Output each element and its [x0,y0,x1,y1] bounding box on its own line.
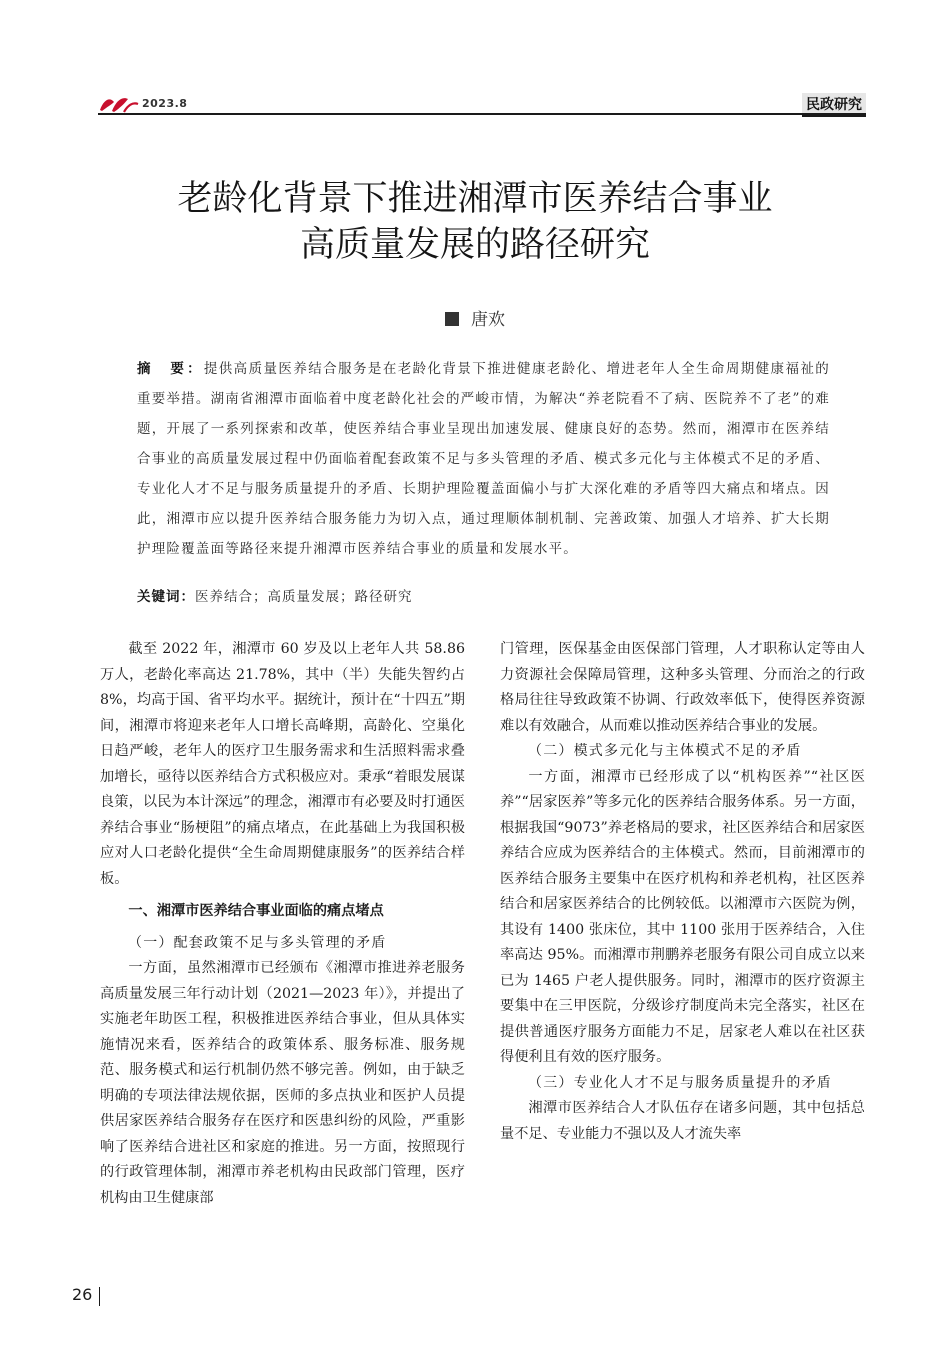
body-column-right [500,637,865,1147]
keywords-label: 关键词： [137,589,195,605]
subsection-heading: （三）专业化人才不足与服务质量提升的矛盾 [528,1074,832,1091]
keywords [137,585,830,609]
abstract-text: 提供高质量医养结合服务是在老龄化背景下推进健康老龄化、增进老年人全生命周期健康福祉的重要举措。湖南省湘潭市面临着中度老龄化社会的严峻市情，为解决“养老院看不了病、医院养不了老”的难题，开展了一系列探索和改革，使医养结合事业呈现出加速发展、健康良好的态势。然而，湘潭市在医养结合事业的高质量发展过程中仍面临着配套政策不足与多头管理的矛盾、模式多元化与主体模式不足的矛盾、专业化人才不足与服务质量提升的矛盾、长期护理险覆盖面偏小与扩大深化难的矛盾等四大痛点和堵点。因此，湘潭市应以提升医养结合服务能力为切入点，通过理顺体制机制、完善政策、加强人才培养、扩大长期护理险覆盖面等路径来提升湘潭市医养结合事业的质量和发展水平。 [137,361,830,557]
paragraph: 截至 2022 年，湘潭市 60 岁及以上老年人共 58.86 万人，老龄化率高达 21.78%，其中（半）失能失智约占 8%，均高于国、省平均水平。据统计，预计在“十四五”期间，湘潭市将迎来老年人口增长高峰期，高龄化、空巢化日趋严峻，老年人的医疗卫生服务需求和生活照料需求叠加增长，亟待以医养结合方式积极应对。秉承“着眼发展谋良策，以民为本计深远”的理念，湘潭市有必要及时打通医养结合事业“肠梗阻”的痛点堵点，在此基础上为我国积极应对人口老龄化提供“全生命周期健康服务”的医养结合样板。 [100,641,465,887]
author-line [0,305,950,330]
running-header [98,93,866,115]
author-name: 唐欢 [471,310,505,330]
page-number: 26 [72,1285,93,1304]
paragraph: 门管理，医保基金由医保部门管理，人才职称认定等由人力资源社会保障局管理，这种多头管理、分而治之的行政格局往往导致政策不协调、行政效率低下，使得医养资源难以有效融合，从而难以推动医养结合事业的发展。 [500,641,865,734]
footer-divider [99,1287,100,1306]
paragraph: 一方面，虽然湘潭市已经颁布《湘潭市推进养老服务高质量发展三年行动计划（2021—2023 年）》，并提出了实施老年助医工程，积极推进医养结合事业，但从具体实施情况来看，医养结合的政策体系、服务标准、服务规范、服务模式和运行机制仍然不够完善。例如，由于缺乏明确的专项法律法规依据，医师的多点执业和医护人员提供居家医养结合服务存在医疗和医患纠纷的风险，严重影响了医养结合进社区和家庭的推进。另一方面，按照现行的行政管理体制，湘潭市养老机构由民政部门管理，医疗机构由卫生健康部 [100,960,465,1206]
article-title [0,176,950,268]
header-rule [98,113,866,115]
body-column-left [100,637,465,1211]
subsection-heading: （二）模式多元化与主体模式不足的矛盾 [528,743,802,759]
abstract [137,354,830,564]
issue-number: 2023.8 [142,97,188,110]
title-line-2: 高质量发展的路径研究 [299,225,650,265]
title-line-1: 老龄化背景下推进湘潭市医养结合事业 [177,179,773,219]
magazine-logo [98,93,144,115]
abstract-label: 摘 要： [137,361,204,377]
keywords-text: 医养结合；高质量发展；路径研究 [195,589,413,605]
square-bullet-icon [445,312,459,326]
paragraph: 湘潭市医养结合人才队伍存在诸多问题，其中包括总量不足、专业能力不强以及人才流失率 [500,1100,865,1142]
section-heading: 一、湘潭市医养结合事业面临的痛点堵点 [128,903,384,919]
subsection-heading: （一）配套政策不足与多头管理的矛盾 [128,934,387,951]
section-tag: 民政研究 [802,93,866,117]
paragraph: 一方面，湘潭市已经形成了以“机构医养”“社区医养”“居家医养”等多元化的医养结合服务体系。另一方面，根据我国“9073”养老格局的要求，社区医养结合和居家医养结合应成为医养结合的主体模式。然而，目前湘潭市的医养结合服务主要集中在医疗机构和养老机构，社区医养结合和居家医养结合的比例较低。以湘潭市六医院为例，其设有 1400 张床位，其中 1100 张用于医养结合，入住率高达 95%。而湘潭市荆鹏养老服务有限公司自成立以来已为 1465 户老人提供服务。同时，湘潭市的医疗资源主要集中在三甲医院，分级诊疗制度尚未完全落实，社区在提供普通医疗服务方面能力不足，居家老人难以在社区获得便利且有效的医疗服务。 [500,768,865,1065]
